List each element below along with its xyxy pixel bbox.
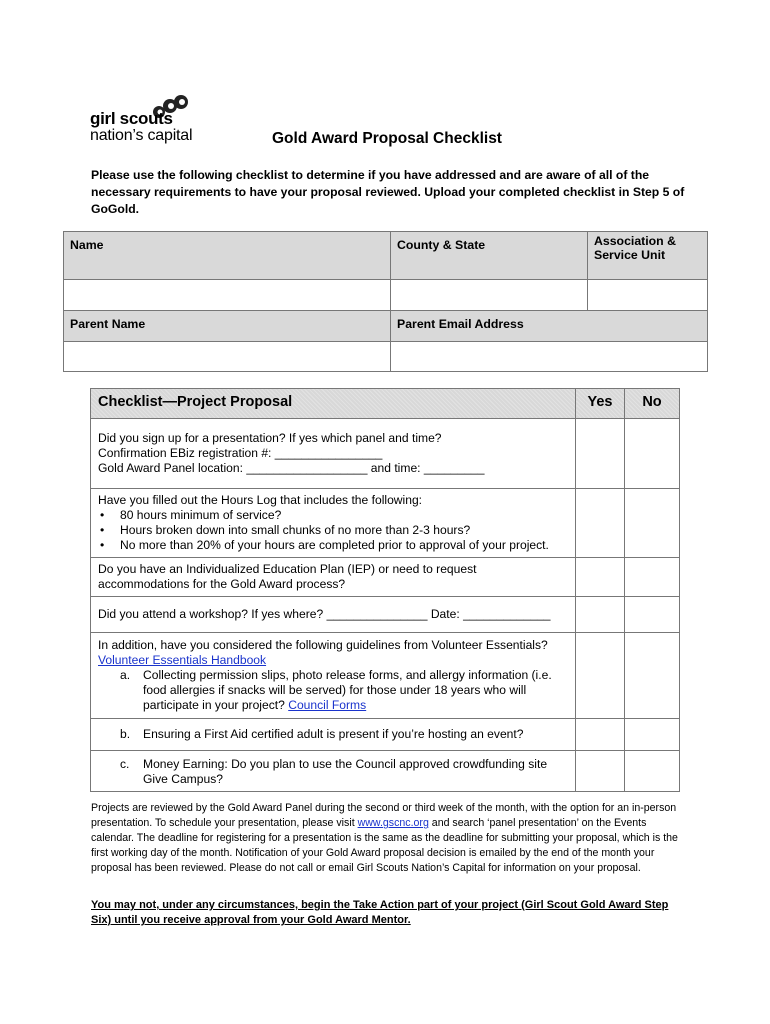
hours-bullet: • Hours broken down into small chunks of no more than 2-3 hours?: [98, 523, 568, 538]
council-forms-link[interactable]: Council Forms: [288, 698, 367, 712]
logo-line-2: nation’s capital: [90, 127, 193, 144]
yes-cell-5[interactable]: [576, 633, 625, 719]
volunteer-essentials-link[interactable]: Volunteer Essentials Handbook: [98, 653, 267, 667]
gscnc-website-link[interactable]: www.gscnc.org: [357, 817, 429, 829]
hours-log-bullets: [98, 508, 568, 553]
presentation-line-3: Gold Award Panel location: __________________ and time: _________: [98, 461, 485, 475]
association-label: [588, 232, 708, 280]
parent-name-label: Parent Name: [64, 311, 391, 342]
yes-column-header: Yes: [576, 389, 625, 419]
county-state-label: County & State: [391, 232, 588, 280]
association-field[interactable]: [588, 280, 708, 311]
permission-slips-text: Collecting permission slips, photo release forms, and allergy information (i.e. food allergies if snacks will be served) for those under 18 years who will participate in your project?: [143, 668, 552, 712]
yes-cell-6[interactable]: [576, 719, 625, 751]
no-cell-4[interactable]: [625, 597, 680, 633]
footer-text-part-1: Projects are reviewed by the Gold Award Panel during the second or third week of the month, with the option for an in-person presentation. To schedule your presentation, please visit: [91, 802, 677, 829]
footer-text-part-2: and search ‘panel presentation’ on the Events calendar. The deadline for registering for a presentation is the same as the deadline for submitting your proposal, which is the first working day of the month. Notification of your Gold Award proposal decision is emailed by the end of the month your proposal has been reviewed. Please do not call or email Girl Scouts Nation’s Capital for information on your proposal.: [91, 817, 678, 874]
yes-cell-3[interactable]: [576, 558, 625, 597]
yes-cell-4[interactable]: [576, 597, 625, 633]
parent-email-field[interactable]: [391, 342, 708, 372]
checklist-item-money-earning: [91, 751, 576, 792]
no-cell-2[interactable]: [625, 489, 680, 558]
logo-line-1: girl scouts: [90, 109, 173, 128]
name-field[interactable]: [64, 280, 391, 311]
county-state-field[interactable]: [391, 280, 588, 311]
permission-slips-item: [98, 668, 568, 713]
association-label-line1: Association &: [594, 234, 676, 248]
no-cell-1[interactable]: [625, 419, 680, 489]
footer-paragraph: [91, 801, 686, 876]
first-aid-text: Ensuring a First Aid certified adult is present if you’re hosting an event?: [143, 727, 524, 741]
parent-name-field[interactable]: [64, 342, 391, 372]
volunteer-essentials-text: In addition, have you considered the following guidelines from Volunteer Essentials?: [98, 638, 548, 652]
item-marker-b: b.: [120, 727, 131, 741]
warning-text: You may not, under any circumstances, begin the Take Action part of your project (Girl Scout Gold Award Step Six) until you receive approval from your Gold Award Mentor.: [91, 899, 669, 926]
hours-log-intro: Have you filled out the Hours Log that includes the following:: [98, 493, 423, 507]
no-cell-6[interactable]: [625, 719, 680, 751]
money-earning-text: Money Earning: Do you plan to use the Council approved crowdfunding site Give Campus?: [143, 757, 548, 786]
checklist-item-volunteer-essentials: [91, 633, 576, 719]
yes-cell-2[interactable]: [576, 489, 625, 558]
item-marker-c: c.: [120, 757, 130, 771]
info-table: [63, 231, 708, 372]
item-marker-a: a.: [120, 668, 131, 682]
checklist-item-presentation: [91, 419, 576, 489]
no-cell-3[interactable]: [625, 558, 680, 597]
yes-cell-7[interactable]: [576, 751, 625, 792]
hours-bullet: • No more than 20% of your hours are completed prior to approval of your project.: [98, 538, 568, 553]
intro-text: Please use the following checklist to determine if you have addressed and are aware of all of the necessary requirements to have your proposal reviewed. Upload your completed checklist in Step 5 of GoGold.: [91, 168, 685, 216]
yes-cell-1[interactable]: [576, 419, 625, 489]
hours-bullet: • 80 hours minimum of service?: [98, 508, 568, 523]
presentation-line-2: Confirmation EBiz registration #: ________________: [98, 446, 383, 460]
name-label: Name: [64, 232, 391, 280]
checklist-table: [90, 388, 680, 792]
page-title: Gold Award Proposal Checklist: [272, 130, 502, 147]
no-column-header: No: [625, 389, 680, 419]
checklist-item-iep: Do you have an Individualized Education Plan (IEP) or need to request accommodations for the Gold Award process?: [91, 558, 576, 597]
association-label-line2: Service Unit: [594, 248, 666, 262]
checklist-item-hours-log: [91, 489, 576, 558]
no-cell-5[interactable]: [625, 633, 680, 719]
checklist-item-workshop: Did you attend a workshop? If yes where? _______________ Date: _____________: [91, 597, 576, 633]
girl-scouts-logo: [90, 94, 220, 150]
presentation-line-1: Did you sign up for a presentation? If yes which panel and time?: [98, 431, 442, 445]
checklist-header: Checklist—Project Proposal: [91, 389, 576, 419]
parent-email-label: Parent Email Address: [391, 311, 708, 342]
checklist-item-first-aid: [91, 719, 576, 751]
no-cell-7[interactable]: [625, 751, 680, 792]
